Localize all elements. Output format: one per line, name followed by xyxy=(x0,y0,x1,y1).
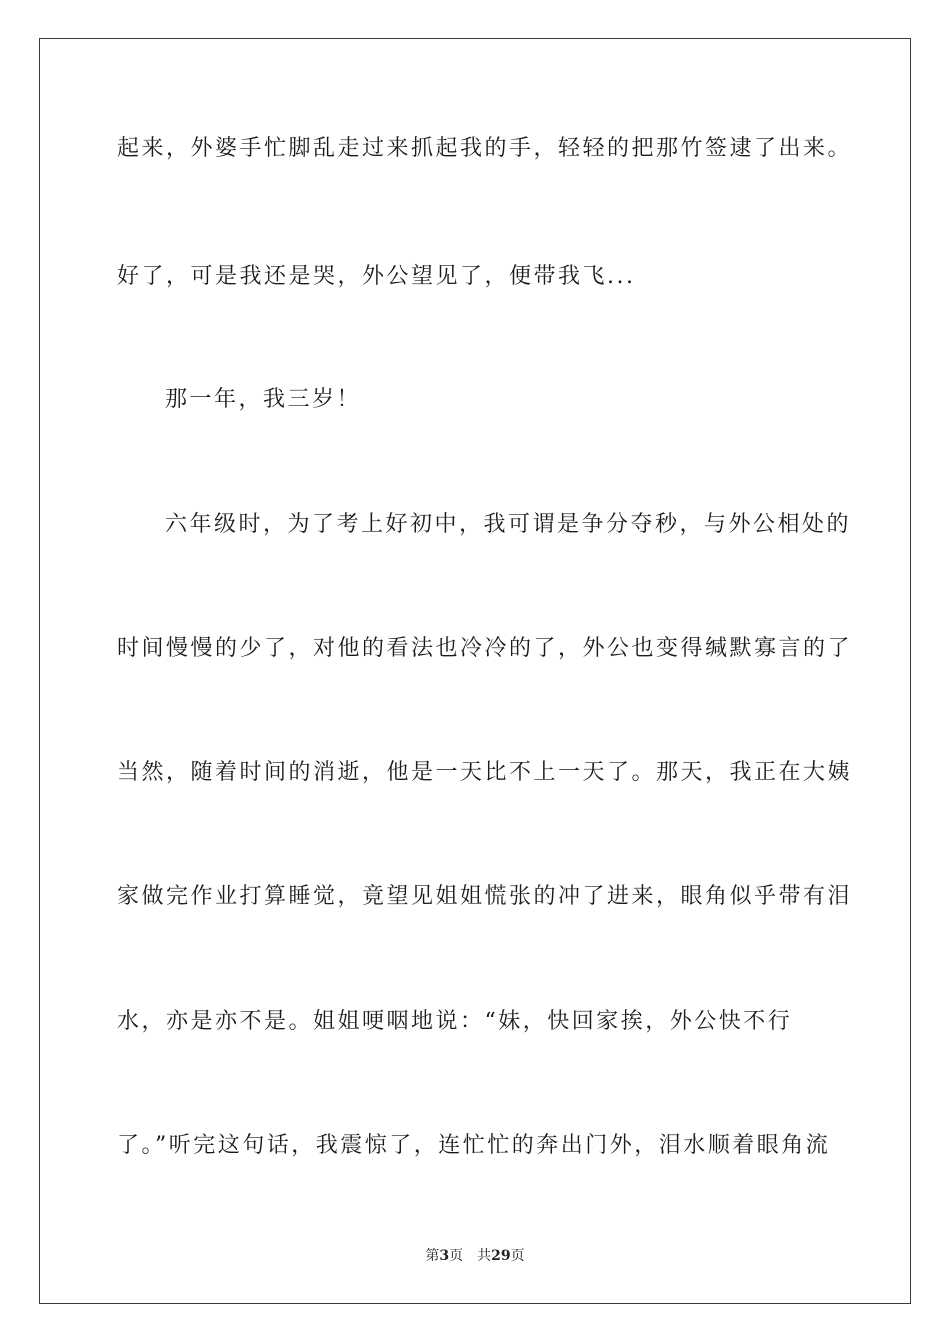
text-line-7: 家做完作业打算睡觉，竟望见姐姐慌张的冲了进来，眼角似乎带有泪 xyxy=(117,884,853,909)
text-line-6: 当然，随着时间的消逝，他是一天比不上一天了。那天，我正在大姨 xyxy=(117,760,853,785)
text-line-8: 水，亦是亦不是。姐姐哽咽地说：“妹，快回家挨，外公快不行 xyxy=(117,1009,793,1034)
text-line-1: 起来，外婆手忙脚乱走过来抓起我的手，轻轻的把那竹签逮了出来。 xyxy=(117,136,853,161)
page-number: 3 xyxy=(439,1248,450,1264)
total-pages: 29 xyxy=(491,1248,511,1264)
total-prefix: 共 xyxy=(477,1248,492,1264)
text-line-5: 时间慢慢的少了，对他的看法也冷冷的了，外公也变得缄默寡言的了 xyxy=(117,636,853,661)
total-suffix: 页 xyxy=(510,1248,525,1264)
text-line-4: 六年级时，为了考上好初中，我可谓是争分夺秒，与外公相处的 xyxy=(165,512,852,537)
page-prefix: 第 xyxy=(425,1248,440,1264)
page-suffix: 页 xyxy=(449,1248,464,1264)
text-line-2: 好了，可是我还是哭，外公望见了，便带我飞... xyxy=(117,264,636,289)
page-border xyxy=(39,38,911,1304)
page-footer xyxy=(0,1246,950,1266)
text-line-9: 了。”听完这句话，我震惊了，连忙忙的奔出门外，泪水顺着眼角流 xyxy=(117,1133,831,1158)
text-line-3: 那一年，我三岁！ xyxy=(165,387,362,412)
